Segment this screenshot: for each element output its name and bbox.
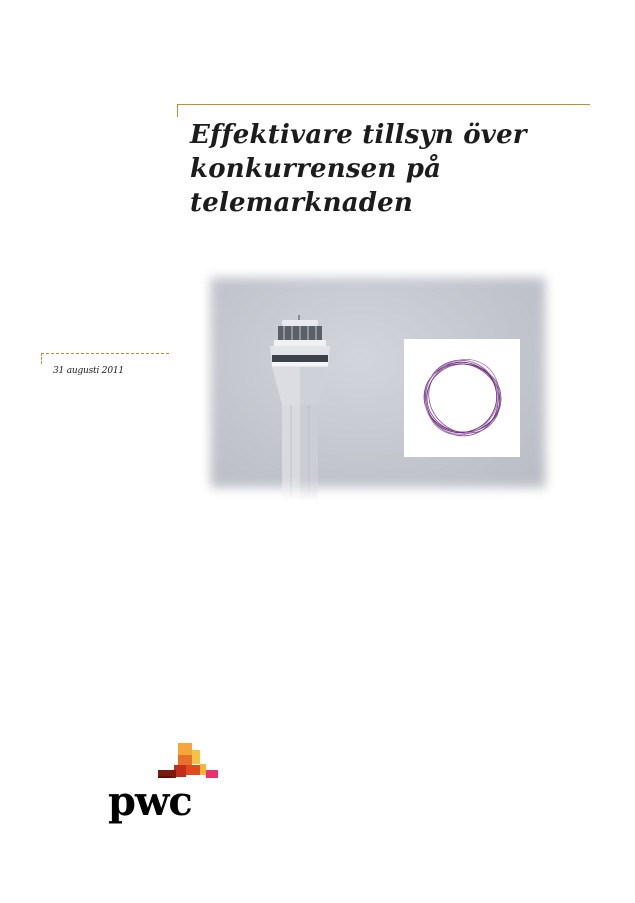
document-title bbox=[190, 118, 610, 220]
date-bracket bbox=[41, 353, 169, 364]
control-tower-icon bbox=[260, 315, 340, 500]
title-bracket bbox=[177, 104, 590, 117]
cover-image bbox=[198, 265, 558, 500]
circular-line-logo-panel bbox=[404, 339, 520, 457]
document-date: 31 augusti 2011 bbox=[53, 366, 124, 376]
title-line-1: Effektivare tillsyn över bbox=[190, 120, 527, 150]
circular-line-logo-icon bbox=[404, 339, 520, 457]
title-line-2: konkurrensen på bbox=[190, 154, 442, 184]
pwc-wordmark: pwc bbox=[108, 778, 192, 825]
title-line-3: telemarknaden bbox=[190, 188, 414, 218]
